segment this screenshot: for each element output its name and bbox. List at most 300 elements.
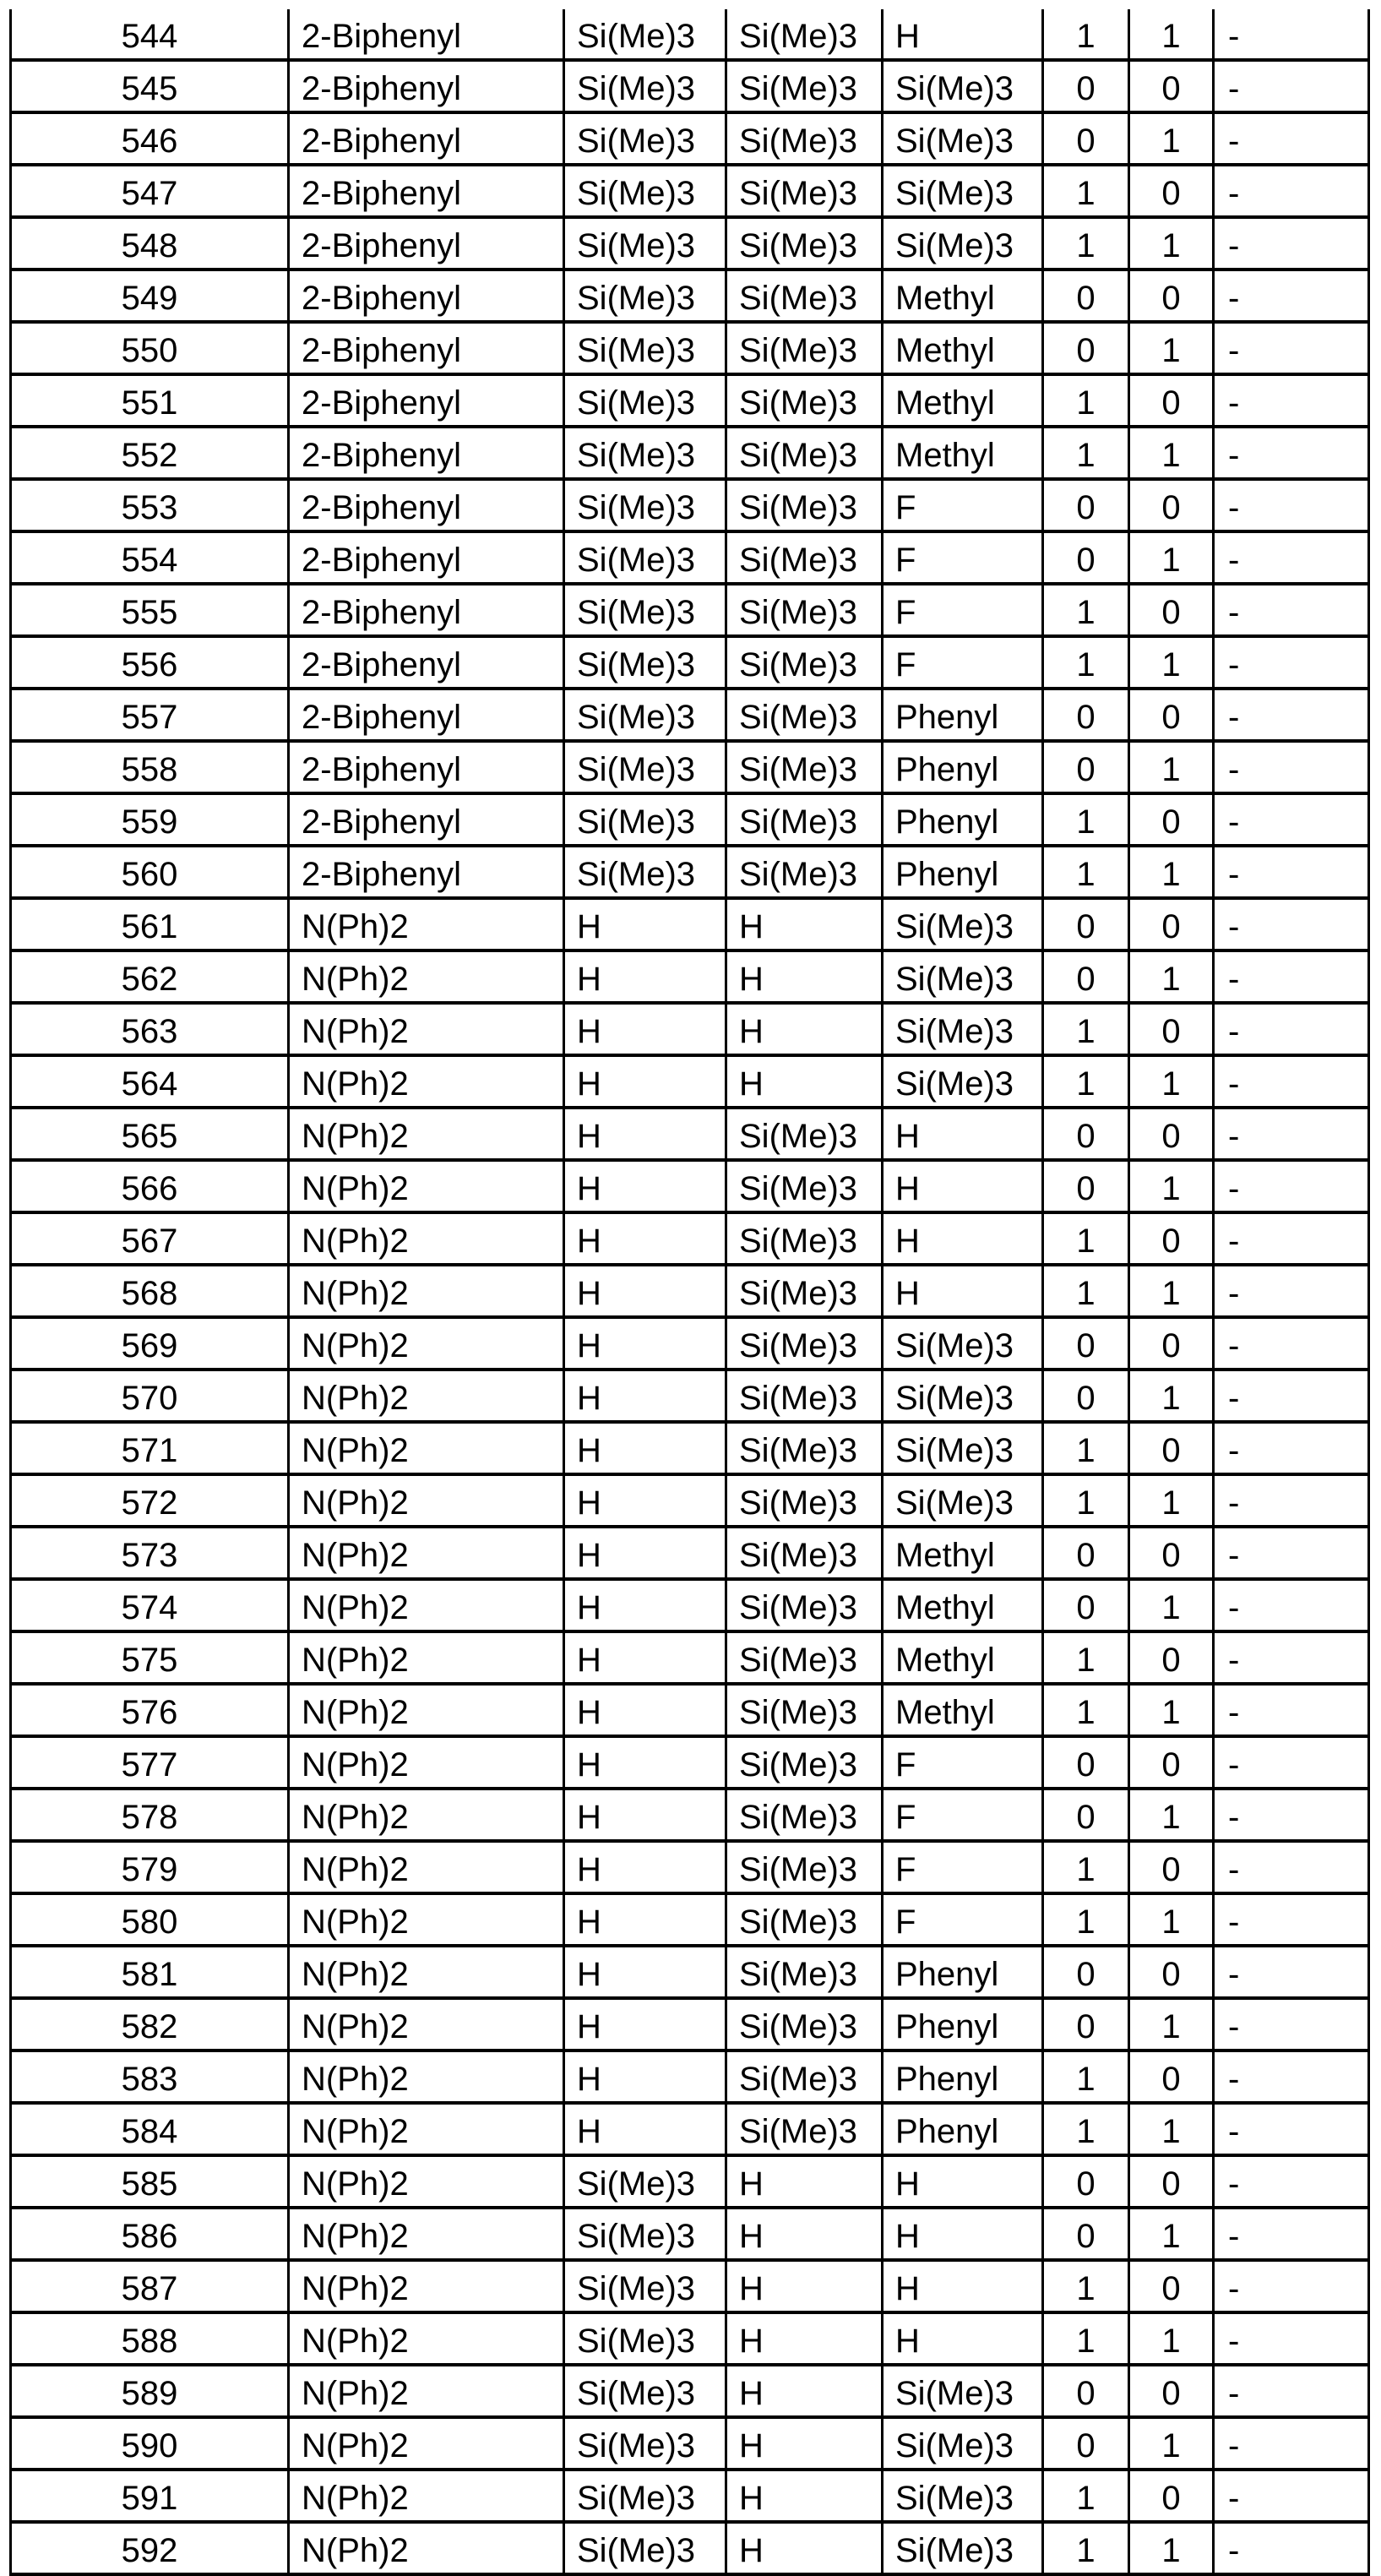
r2-cell: H: [564, 1055, 726, 1108]
r4-cell: Phenyl: [883, 2050, 1043, 2103]
r4-cell: Phenyl: [883, 1946, 1043, 1998]
r4-cell: H: [883, 1265, 1043, 1317]
table-row: [11, 950, 1369, 1003]
r3-cell: H: [726, 950, 883, 1003]
r3-cell: Si(Me)3: [726, 9, 883, 60]
n-value-cell: 0: [1129, 1212, 1214, 1265]
r1-cell: 2-Biphenyl: [289, 479, 564, 531]
r1-cell: N(Ph)2: [289, 1631, 564, 1684]
compound-number-cell: 574: [11, 1579, 289, 1631]
compound-number-cell: 558: [11, 741, 289, 793]
m-value-cell: 1: [1043, 427, 1129, 479]
r1-cell: N(Ph)2: [289, 1736, 564, 1789]
m-value-cell: 0: [1043, 898, 1129, 950]
r2-cell: H: [564, 1893, 726, 1946]
compound-number-cell: 548: [11, 217, 289, 270]
m-value-cell: 1: [1043, 1422, 1129, 1474]
m-value-cell: 0: [1043, 1579, 1129, 1631]
table-row: [11, 1108, 1369, 1160]
m-value-cell: 1: [1043, 1003, 1129, 1055]
m-value-cell: 1: [1043, 217, 1129, 270]
table-row: [11, 427, 1369, 479]
r4-cell: Methyl: [883, 1631, 1043, 1684]
compound-number-cell: 556: [11, 636, 289, 689]
n-value-cell: 1: [1129, 1265, 1214, 1317]
r1-cell: N(Ph)2: [289, 1108, 564, 1160]
extra-cell: -: [1214, 322, 1369, 374]
r1-cell: N(Ph)2: [289, 1212, 564, 1265]
r3-cell: Si(Me)3: [726, 1474, 883, 1527]
compound-number-cell: 566: [11, 1160, 289, 1212]
extra-cell: -: [1214, 846, 1369, 898]
n-value-cell: 1: [1129, 1998, 1214, 2050]
r3-cell: Si(Me)3: [726, 1841, 883, 1893]
r3-cell: Si(Me)3: [726, 846, 883, 898]
table-row: [11, 165, 1369, 217]
r2-cell: H: [564, 1317, 726, 1370]
table-body: [11, 9, 1369, 2574]
compound-number-cell: 577: [11, 1736, 289, 1789]
r1-cell: 2-Biphenyl: [289, 584, 564, 636]
table-row: [11, 898, 1369, 950]
extra-cell: -: [1214, 60, 1369, 112]
r2-cell: Si(Me)3: [564, 2417, 726, 2470]
extra-cell: -: [1214, 2470, 1369, 2522]
extra-cell: -: [1214, 1160, 1369, 1212]
extra-cell: -: [1214, 2155, 1369, 2208]
extra-cell: -: [1214, 2103, 1369, 2155]
compound-number-cell: 587: [11, 2260, 289, 2312]
table-row: [11, 636, 1369, 689]
r3-cell: Si(Me)3: [726, 1684, 883, 1736]
r2-cell: H: [564, 1631, 726, 1684]
r4-cell: Si(Me)3: [883, 1422, 1043, 1474]
r1-cell: N(Ph)2: [289, 2470, 564, 2522]
compound-number-cell: 564: [11, 1055, 289, 1108]
compound-number-cell: 567: [11, 1212, 289, 1265]
r4-cell: Si(Me)3: [883, 112, 1043, 165]
r2-cell: Si(Me)3: [564, 531, 726, 584]
compound-number-cell: 589: [11, 2365, 289, 2417]
compound-number-cell: 579: [11, 1841, 289, 1893]
r3-cell: Si(Me)3: [726, 636, 883, 689]
r3-cell: H: [726, 2365, 883, 2417]
r2-cell: Si(Me)3: [564, 741, 726, 793]
n-value-cell: 0: [1129, 898, 1214, 950]
table-row: [11, 479, 1369, 531]
table-row: [11, 1946, 1369, 1998]
r1-cell: 2-Biphenyl: [289, 741, 564, 793]
r3-cell: H: [726, 2312, 883, 2365]
table-row: [11, 2470, 1369, 2522]
n-value-cell: 0: [1129, 1841, 1214, 1893]
r2-cell: Si(Me)3: [564, 270, 726, 322]
compound-number-cell: 568: [11, 1265, 289, 1317]
n-value-cell: 1: [1129, 427, 1214, 479]
m-value-cell: 0: [1043, 479, 1129, 531]
r2-cell: Si(Me)3: [564, 2522, 726, 2574]
r4-cell: Methyl: [883, 1684, 1043, 1736]
table-row: [11, 1055, 1369, 1108]
table-row: [11, 2155, 1369, 2208]
table-row: [11, 1160, 1369, 1212]
r1-cell: 2-Biphenyl: [289, 846, 564, 898]
r4-cell: Si(Me)3: [883, 1003, 1043, 1055]
m-value-cell: 0: [1043, 2365, 1129, 2417]
table-row: [11, 1998, 1369, 2050]
r1-cell: N(Ph)2: [289, 2103, 564, 2155]
r2-cell: H: [564, 1003, 726, 1055]
r3-cell: Si(Me)3: [726, 1527, 883, 1579]
table-row: [11, 217, 1369, 270]
compound-number-cell: 545: [11, 60, 289, 112]
n-value-cell: 1: [1129, 1474, 1214, 1527]
r3-cell: H: [726, 2155, 883, 2208]
table-row: [11, 1370, 1369, 1422]
r1-cell: N(Ph)2: [289, 1055, 564, 1108]
m-value-cell: 1: [1043, 1684, 1129, 1736]
extra-cell: -: [1214, 2365, 1369, 2417]
compound-number-cell: 562: [11, 950, 289, 1003]
table-row: [11, 1422, 1369, 1474]
r3-cell: Si(Me)3: [726, 374, 883, 427]
extra-cell: -: [1214, 9, 1369, 60]
r4-cell: Si(Me)3: [883, 1474, 1043, 1527]
r2-cell: Si(Me)3: [564, 2365, 726, 2417]
table-row: [11, 1212, 1369, 1265]
compound-number-cell: 570: [11, 1370, 289, 1422]
extra-cell: -: [1214, 1998, 1369, 2050]
m-value-cell: 0: [1043, 1789, 1129, 1841]
compound-number-cell: 573: [11, 1527, 289, 1579]
extra-cell: -: [1214, 1684, 1369, 1736]
extra-cell: -: [1214, 1579, 1369, 1631]
compound-number-cell: 563: [11, 1003, 289, 1055]
m-value-cell: 0: [1043, 1317, 1129, 1370]
n-value-cell: 1: [1129, 1579, 1214, 1631]
table-row: [11, 2260, 1369, 2312]
r3-cell: H: [726, 1003, 883, 1055]
r2-cell: H: [564, 950, 726, 1003]
extra-cell: -: [1214, 1370, 1369, 1422]
compound-number-cell: 581: [11, 1946, 289, 1998]
r2-cell: Si(Me)3: [564, 584, 726, 636]
compound-number-cell: 544: [11, 9, 289, 60]
compound-number-cell: 550: [11, 322, 289, 374]
table-row: [11, 1789, 1369, 1841]
r1-cell: N(Ph)2: [289, 2260, 564, 2312]
r3-cell: Si(Me)3: [726, 2103, 883, 2155]
r1-cell: N(Ph)2: [289, 2155, 564, 2208]
m-value-cell: 1: [1043, 1631, 1129, 1684]
m-value-cell: 0: [1043, 322, 1129, 374]
n-value-cell: 1: [1129, 531, 1214, 584]
extra-cell: -: [1214, 636, 1369, 689]
m-value-cell: 0: [1043, 950, 1129, 1003]
r1-cell: N(Ph)2: [289, 1370, 564, 1422]
r3-cell: Si(Me)3: [726, 1108, 883, 1160]
r4-cell: H: [883, 2312, 1043, 2365]
extra-cell: -: [1214, 793, 1369, 846]
r4-cell: Methyl: [883, 270, 1043, 322]
n-value-cell: 0: [1129, 479, 1214, 531]
r4-cell: F: [883, 531, 1043, 584]
n-value-cell: 1: [1129, 1789, 1214, 1841]
r2-cell: Si(Me)3: [564, 217, 726, 270]
n-value-cell: 1: [1129, 1684, 1214, 1736]
r1-cell: 2-Biphenyl: [289, 60, 564, 112]
r3-cell: Si(Me)3: [726, 793, 883, 846]
r1-cell: N(Ph)2: [289, 1579, 564, 1631]
r4-cell: Si(Me)3: [883, 950, 1043, 1003]
r1-cell: N(Ph)2: [289, 2050, 564, 2103]
m-value-cell: 0: [1043, 112, 1129, 165]
r4-cell: H: [883, 2208, 1043, 2260]
r3-cell: Si(Me)3: [726, 584, 883, 636]
r2-cell: H: [564, 1998, 726, 2050]
m-value-cell: 0: [1043, 1998, 1129, 2050]
m-value-cell: 1: [1043, 1474, 1129, 1527]
r4-cell: Si(Me)3: [883, 2470, 1043, 2522]
r2-cell: Si(Me)3: [564, 427, 726, 479]
m-value-cell: 1: [1043, 2470, 1129, 2522]
m-value-cell: 1: [1043, 1265, 1129, 1317]
r3-cell: Si(Me)3: [726, 1631, 883, 1684]
extra-cell: -: [1214, 741, 1369, 793]
m-value-cell: 1: [1043, 2103, 1129, 2155]
r3-cell: Si(Me)3: [726, 1160, 883, 1212]
m-value-cell: 0: [1043, 2208, 1129, 2260]
r2-cell: H: [564, 1946, 726, 1998]
n-value-cell: 0: [1129, 2050, 1214, 2103]
r1-cell: 2-Biphenyl: [289, 9, 564, 60]
r1-cell: 2-Biphenyl: [289, 427, 564, 479]
m-value-cell: 1: [1043, 846, 1129, 898]
table-row: [11, 374, 1369, 427]
compound-number-cell: 546: [11, 112, 289, 165]
r3-cell: Si(Me)3: [726, 1946, 883, 1998]
r2-cell: H: [564, 2050, 726, 2103]
table-row: [11, 1265, 1369, 1317]
extra-cell: -: [1214, 1527, 1369, 1579]
r4-cell: H: [883, 1160, 1043, 1212]
extra-cell: -: [1214, 1736, 1369, 1789]
r1-cell: 2-Biphenyl: [289, 322, 564, 374]
r3-cell: Si(Me)3: [726, 1212, 883, 1265]
r2-cell: Si(Me)3: [564, 9, 726, 60]
extra-cell: -: [1214, 1265, 1369, 1317]
r2-cell: H: [564, 1579, 726, 1631]
compound-number-cell: 578: [11, 1789, 289, 1841]
r4-cell: Si(Me)3: [883, 2522, 1043, 2574]
m-value-cell: 1: [1043, 2260, 1129, 2312]
table-row: [11, 2208, 1369, 2260]
r3-cell: Si(Me)3: [726, 112, 883, 165]
r4-cell: Methyl: [883, 1579, 1043, 1631]
n-value-cell: 0: [1129, 1631, 1214, 1684]
r4-cell: F: [883, 1893, 1043, 1946]
r3-cell: Si(Me)3: [726, 1998, 883, 2050]
m-value-cell: 1: [1043, 584, 1129, 636]
compound-number-cell: 586: [11, 2208, 289, 2260]
r3-cell: Si(Me)3: [726, 1422, 883, 1474]
r4-cell: Si(Me)3: [883, 60, 1043, 112]
table-row: [11, 1527, 1369, 1579]
n-value-cell: 0: [1129, 60, 1214, 112]
compound-number-cell: 582: [11, 1998, 289, 2050]
compound-number-cell: 559: [11, 793, 289, 846]
m-value-cell: 1: [1043, 2522, 1129, 2574]
n-value-cell: 1: [1129, 217, 1214, 270]
r3-cell: Si(Me)3: [726, 322, 883, 374]
r4-cell: Si(Me)3: [883, 165, 1043, 217]
compound-number-cell: 572: [11, 1474, 289, 1527]
r1-cell: N(Ph)2: [289, 1527, 564, 1579]
extra-cell: -: [1214, 1946, 1369, 1998]
n-value-cell: 0: [1129, 1946, 1214, 1998]
m-value-cell: 0: [1043, 531, 1129, 584]
n-value-cell: 1: [1129, 2103, 1214, 2155]
m-value-cell: 0: [1043, 1108, 1129, 1160]
r2-cell: Si(Me)3: [564, 112, 726, 165]
n-value-cell: 0: [1129, 584, 1214, 636]
r1-cell: N(Ph)2: [289, 1893, 564, 1946]
compound-number-cell: 553: [11, 479, 289, 531]
n-value-cell: 1: [1129, 2417, 1214, 2470]
r2-cell: Si(Me)3: [564, 322, 726, 374]
r2-cell: H: [564, 1160, 726, 1212]
compound-number-cell: 560: [11, 846, 289, 898]
r4-cell: F: [883, 584, 1043, 636]
n-value-cell: 1: [1129, 2522, 1214, 2574]
n-value-cell: 0: [1129, 1003, 1214, 1055]
r3-cell: Si(Me)3: [726, 741, 883, 793]
n-value-cell: 0: [1129, 1317, 1214, 1370]
r1-cell: N(Ph)2: [289, 950, 564, 1003]
table-row: [11, 531, 1369, 584]
extra-cell: -: [1214, 217, 1369, 270]
r3-cell: H: [726, 2208, 883, 2260]
m-value-cell: 0: [1043, 1160, 1129, 1212]
r2-cell: Si(Me)3: [564, 165, 726, 217]
extra-cell: -: [1214, 270, 1369, 322]
r4-cell: Phenyl: [883, 741, 1043, 793]
r2-cell: H: [564, 1422, 726, 1474]
extra-cell: -: [1214, 898, 1369, 950]
compound-number-cell: 555: [11, 584, 289, 636]
r2-cell: H: [564, 1684, 726, 1736]
r1-cell: N(Ph)2: [289, 2208, 564, 2260]
extra-cell: -: [1214, 689, 1369, 741]
m-value-cell: 1: [1043, 2312, 1129, 2365]
n-value-cell: 0: [1129, 689, 1214, 741]
r4-cell: Methyl: [883, 1527, 1043, 1579]
compound-number-cell: 549: [11, 270, 289, 322]
extra-cell: -: [1214, 374, 1369, 427]
r3-cell: Si(Me)3: [726, 165, 883, 217]
r1-cell: 2-Biphenyl: [289, 793, 564, 846]
r4-cell: Si(Me)3: [883, 1055, 1043, 1108]
extra-cell: -: [1214, 1789, 1369, 1841]
compound-number-cell: 551: [11, 374, 289, 427]
r2-cell: H: [564, 2103, 726, 2155]
m-value-cell: 1: [1043, 2050, 1129, 2103]
m-value-cell: 1: [1043, 793, 1129, 846]
r4-cell: Methyl: [883, 374, 1043, 427]
r3-cell: Si(Me)3: [726, 427, 883, 479]
n-value-cell: 0: [1129, 793, 1214, 846]
extra-cell: -: [1214, 2522, 1369, 2574]
table-row: [11, 2103, 1369, 2155]
r2-cell: Si(Me)3: [564, 846, 726, 898]
r3-cell: Si(Me)3: [726, 60, 883, 112]
r1-cell: N(Ph)2: [289, 1317, 564, 1370]
table-row: [11, 1631, 1369, 1684]
r1-cell: 2-Biphenyl: [289, 689, 564, 741]
table-row: [11, 2050, 1369, 2103]
r3-cell: Si(Me)3: [726, 1579, 883, 1631]
extra-cell: -: [1214, 1317, 1369, 1370]
r3-cell: Si(Me)3: [726, 1893, 883, 1946]
compound-number-cell: 565: [11, 1108, 289, 1160]
m-value-cell: 0: [1043, 1736, 1129, 1789]
compound-number-cell: 588: [11, 2312, 289, 2365]
extra-cell: -: [1214, 1893, 1369, 1946]
n-value-cell: 1: [1129, 1160, 1214, 1212]
r4-cell: H: [883, 2155, 1043, 2208]
m-value-cell: 0: [1043, 270, 1129, 322]
extra-cell: -: [1214, 1631, 1369, 1684]
n-value-cell: 1: [1129, 9, 1214, 60]
r4-cell: Si(Me)3: [883, 1317, 1043, 1370]
r3-cell: H: [726, 898, 883, 950]
r2-cell: H: [564, 1212, 726, 1265]
r3-cell: Si(Me)3: [726, 531, 883, 584]
compound-number-cell: 575: [11, 1631, 289, 1684]
extra-cell: -: [1214, 2312, 1369, 2365]
r4-cell: F: [883, 479, 1043, 531]
r4-cell: Phenyl: [883, 689, 1043, 741]
m-value-cell: 0: [1043, 689, 1129, 741]
r1-cell: N(Ph)2: [289, 2417, 564, 2470]
r3-cell: Si(Me)3: [726, 1789, 883, 1841]
r2-cell: H: [564, 1108, 726, 1160]
r2-cell: Si(Me)3: [564, 636, 726, 689]
r2-cell: Si(Me)3: [564, 479, 726, 531]
table-row: [11, 112, 1369, 165]
r3-cell: H: [726, 2417, 883, 2470]
r4-cell: Si(Me)3: [883, 2417, 1043, 2470]
table-row: [11, 1003, 1369, 1055]
extra-cell: -: [1214, 1108, 1369, 1160]
compound-number-cell: 576: [11, 1684, 289, 1736]
extra-cell: -: [1214, 1841, 1369, 1893]
extra-cell: -: [1214, 584, 1369, 636]
compound-number-cell: 580: [11, 1893, 289, 1946]
r4-cell: Phenyl: [883, 793, 1043, 846]
r3-cell: Si(Me)3: [726, 1370, 883, 1422]
r1-cell: N(Ph)2: [289, 1422, 564, 1474]
compound-number-cell: 557: [11, 689, 289, 741]
r4-cell: Si(Me)3: [883, 217, 1043, 270]
r2-cell: Si(Me)3: [564, 2470, 726, 2522]
table-row: [11, 2312, 1369, 2365]
r2-cell: Si(Me)3: [564, 2312, 726, 2365]
extra-cell: -: [1214, 112, 1369, 165]
n-value-cell: 1: [1129, 741, 1214, 793]
extra-cell: -: [1214, 2050, 1369, 2103]
m-value-cell: 0: [1043, 2417, 1129, 2470]
